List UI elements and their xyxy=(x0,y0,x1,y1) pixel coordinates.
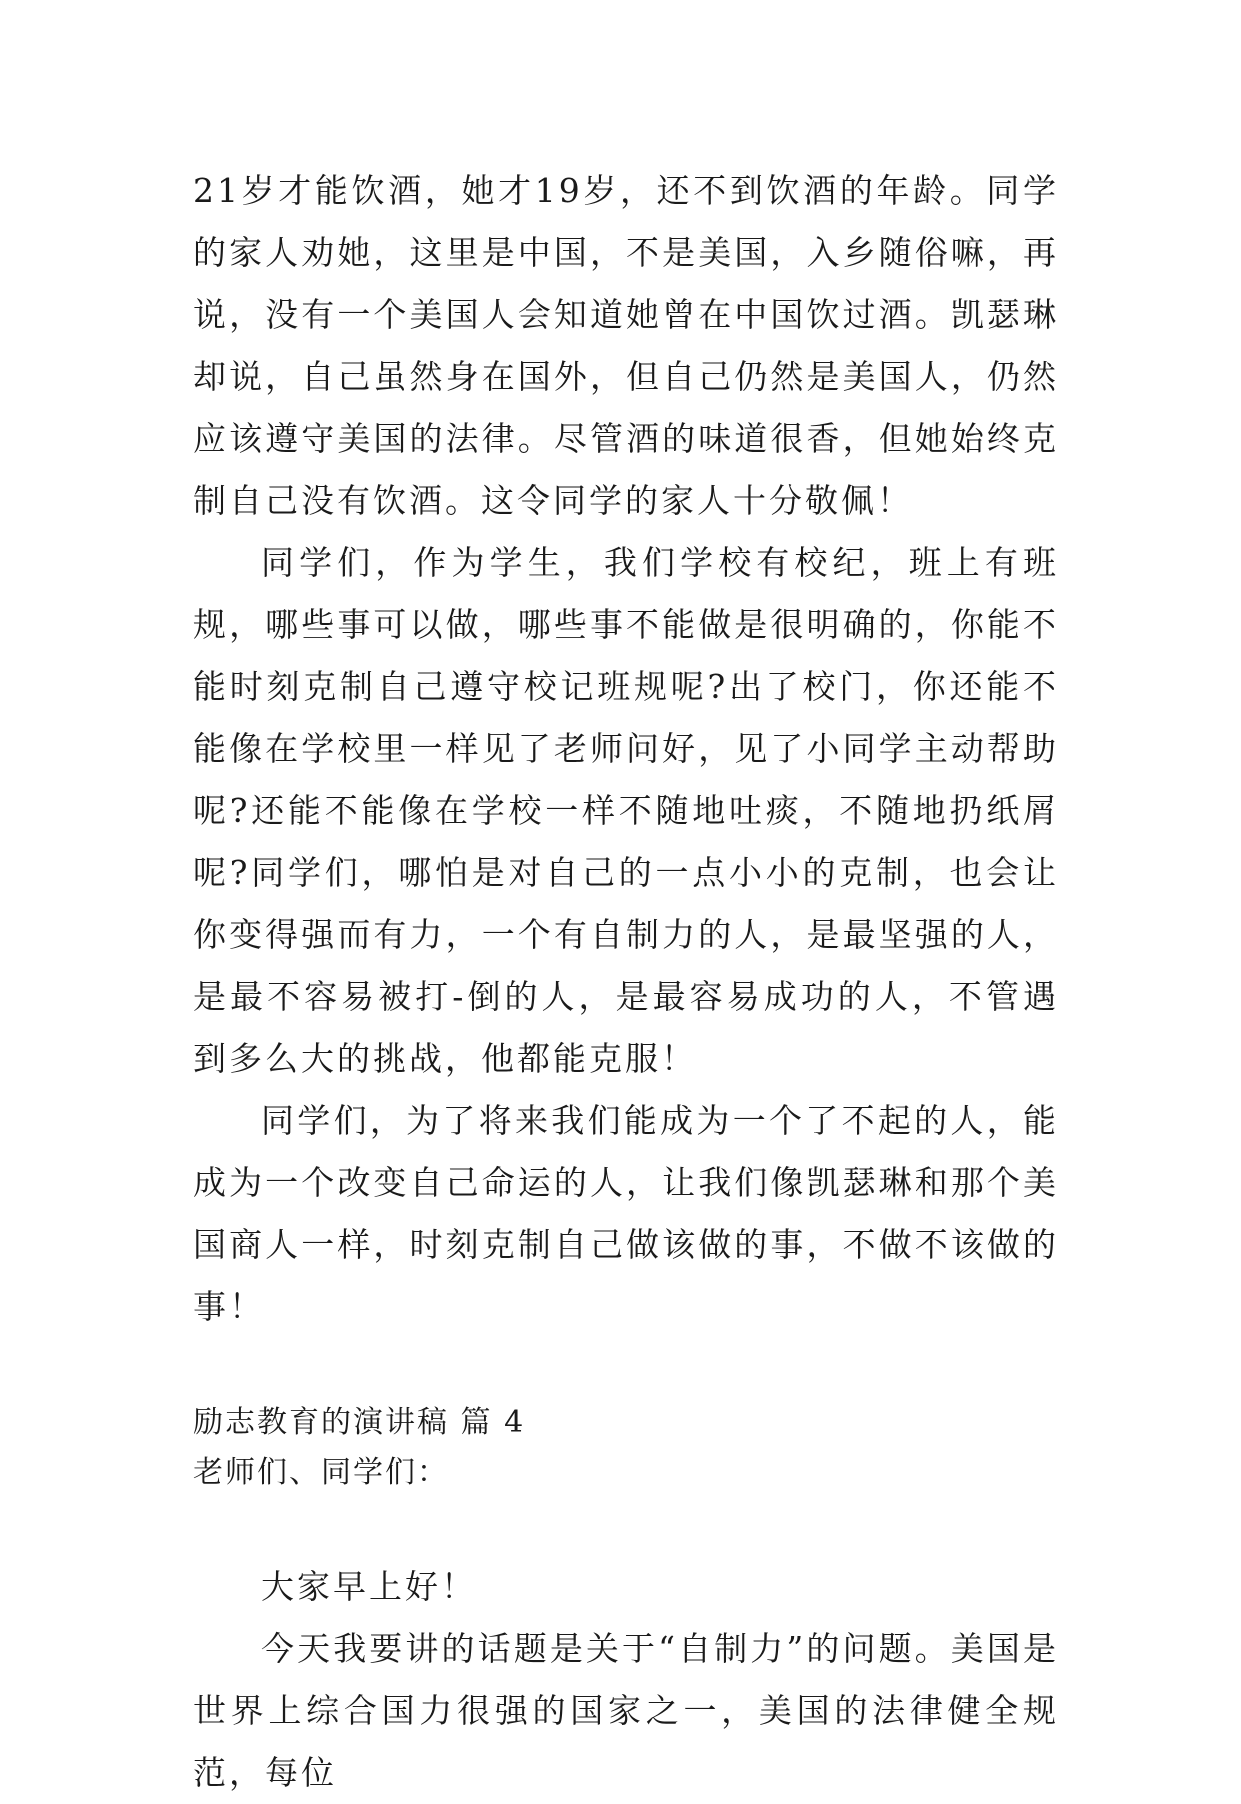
spacer xyxy=(193,1338,1059,1398)
salutation: 老师们、同学们： xyxy=(193,1455,449,1490)
section-title: 励志教育的演讲稿 篇 4 xyxy=(193,1405,526,1440)
paragraph-conclusion: 同学们，为了将来我们能成为一个了不起的人，能成为一个改变自己命运的人，让我们像凯瑟琳和那个美国商人一样，时刻克制自己做该做的事，不做不该做的事！ xyxy=(193,1101,1059,1326)
paragraph-self-control-intro: 今天我要讲的话题是关于“自制力”的问题。美国是世界上综合国力很强的国家之一，美国的法律健全规范，每位 xyxy=(193,1629,1059,1792)
paragraph-school-rules: 同学们，作为学生，我们学校有校纪，班上有班规，哪些事可以做，哪些事不能做是很明确的，你能不能时刻克制自己遵守校记班规呢?出了校门，你还能不能像在学校里一样见了老师问好，见了小同学主动帮助呢?还能不能像在学校一样不随地吐痰，不随地扔纸屑呢?同学们，哪怕是对自己的一点小小的克制，也会让你变得强而有力，一个有自制力的人，是最坚强的人，是最不容易被打-倒的人，是最容易成功的人，不管遇到多么大的挑战，他都能克服！ xyxy=(193,543,1059,1078)
document-body xyxy=(193,160,1059,1804)
greeting: 大家早上好！ xyxy=(261,1567,477,1606)
paragraph-katherine-story: 21岁才能饮酒，她才19岁，还不到饮酒的年龄。同学的家人劝她，这里是中国，不是美国，入乡随俗嘛，再说，没有一个美国人会知道她曾在中国饮过酒。凯瑟琳却说，自己虽然身在国外，但自己仍然是美国人，仍然应该遵守美国的法律。尽管酒的味道很香，但她始终克制自己没有饮酒。这令同学的家人十分敬佩！ xyxy=(193,171,1059,520)
spacer xyxy=(193,1498,1059,1556)
